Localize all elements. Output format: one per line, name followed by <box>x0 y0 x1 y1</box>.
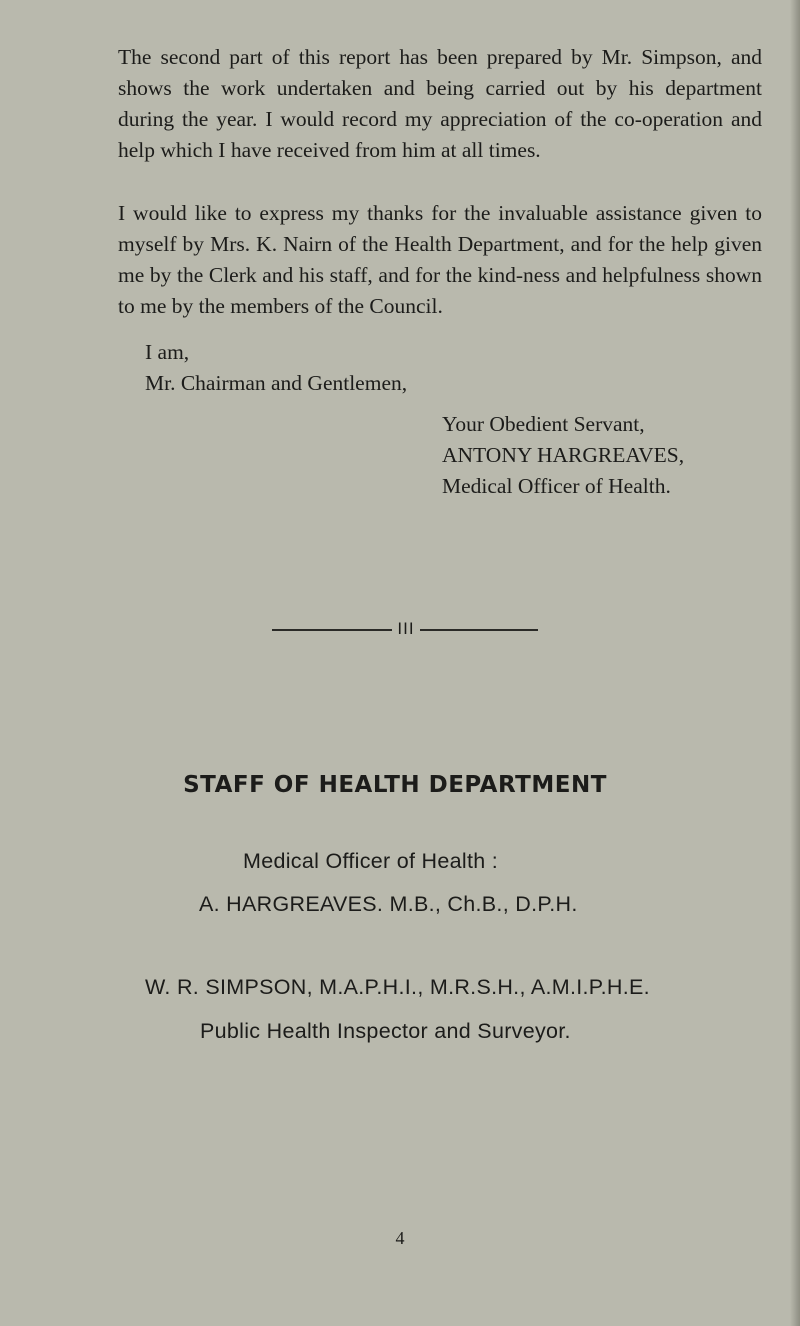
divider-line-right <box>420 629 538 631</box>
signature-title: Medical Officer of Health. <box>442 474 671 498</box>
closing-line-2: Mr. Chairman and Gentlemen, <box>145 371 408 395</box>
staff-name-simpson: W. R. SIMPSON, M.A.P.H.I., M.R.S.H., A.M.I.P.H.E. <box>145 975 650 999</box>
letter-paragraph-1: The second part of this report has been prepared by Mr. Simpson, and shows the work undertaken and being carried out by his department during the year. I would record my appreciation of the co-operation and help which I have received from him at all times. <box>118 45 762 162</box>
signature-line-1: Your Obedient Servant, <box>442 412 645 436</box>
closing-line-1: I am, <box>145 340 190 364</box>
staff-heading: STAFF OF HEALTH DEPARTMENT <box>183 772 607 798</box>
staff-name-hargreaves: A. HARGREAVES. M.B., Ch.B., D.P.H. <box>199 892 578 916</box>
staff-role-inspector: Public Health Inspector and Surveyor. <box>200 1019 571 1043</box>
section-divider <box>0 618 800 642</box>
letter-signature <box>442 409 684 502</box>
page-edge-shadow <box>790 0 800 1326</box>
page-number: 4 <box>395 1228 405 1248</box>
staff-role-medical-officer: Medical Officer of Health : <box>243 849 499 873</box>
signature-name: ANTONY HARGREAVES, <box>442 443 685 467</box>
divider-line-left <box>272 629 392 631</box>
letter-closing <box>145 337 407 399</box>
letter-paragraph-2: I would like to express my thanks for the invaluable assistance given to myself by Mrs. K. Nairn of the Health Department, and for the help given me by the Clerk and his staff, and for the kind-ness and helpfulness shown to me by the members of the Council. <box>118 201 762 318</box>
divider-mark: III <box>397 619 415 638</box>
